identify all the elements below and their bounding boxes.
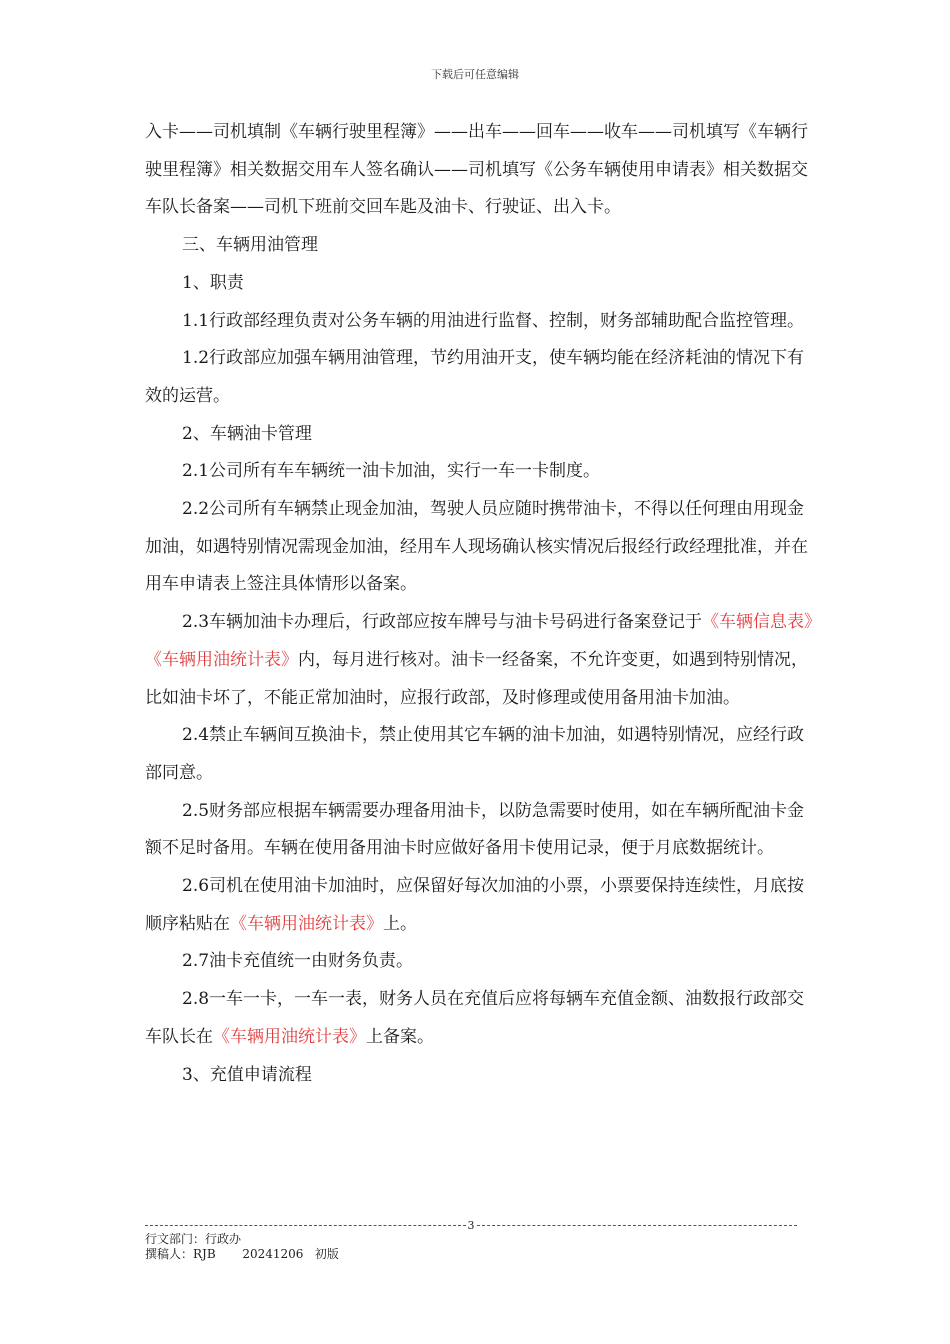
form-reference-fuel-table: 《车辆用油统计表》 — [230, 913, 383, 934]
subsection-heading-duties: 1、职责 — [182, 272, 244, 293]
paragraph-2-4: 2.4禁止车辆间互换油卡，禁止使用其它车辆的油卡加油，如遇特别情况，应经行政部同意。 — [145, 725, 805, 783]
paragraph-2-8 — [145, 981, 813, 1056]
page-number: 3 — [467, 1218, 475, 1232]
paragraph-1-1: 1.1行政部经理负责对公务车辆的用油进行监督、控制，财务部辅助配合监控管理。 — [182, 310, 805, 331]
paragraph-2-7: 2.7油卡充值统一由财务负责。 — [182, 951, 414, 972]
footer-divider — [145, 1218, 797, 1232]
form-reference-fuel-table-2: 《车辆用油统计表》 — [213, 1026, 366, 1047]
page-footer — [145, 1218, 797, 1262]
paragraph-2-3-text-a: 2.3车辆加油卡办理后，行政部应按车牌号与油卡号码进行备案登记于 — [182, 612, 703, 633]
paragraph-2-5: 2.5财务部应根据车辆需要办理备用油卡，以防急需要时使用，如在车辆所配油卡金额不足时备用。车辆在使用备用油卡时应做好备用卡使用记录，便于月底数据统计。 — [145, 800, 805, 859]
paragraph-2-6 — [145, 868, 813, 943]
page-header: 下载后可任意编辑 — [431, 68, 519, 81]
subsection-heading-recharge-process: 3、充值申请流程 — [182, 1064, 312, 1085]
paragraph-2-8-text-a: 2.8一车一卡，一车一表，财务人员在充值后应将每辆车充值金额、油数报行政部交车队长在 — [145, 989, 805, 1047]
paragraph-2-6-text-a: 2.6司机在使用油卡加油时，应保留好每次加油的小票，小票要保持连续性，月底按顺序粘贴在 — [145, 876, 805, 934]
subsection-heading-fuel-card: 2、车辆油卡管理 — [182, 423, 312, 444]
section-heading-fuel-management: 三、车辆用油管理 — [182, 235, 318, 256]
footer-department: 行文部门：行政办 — [145, 1232, 242, 1246]
paragraph-2-2: 2.2公司所有车辆禁止现金加油，驾驶人员应随时携带油卡，不得以任何理由用现金加油，如遇特别情况需现金加油，经用车人现场确认核实情况后报经行政经理批准，并在用车申请表上签注具体情形以备案。 — [145, 499, 808, 595]
paragraph-2-6-text-b: 上。 — [383, 913, 417, 934]
form-reference-vehicle-tables: 《车辆信息表》《车辆用油统计表》 — [145, 612, 813, 670]
footer-author-version: 撰稿人：RJB 20241206 初版 — [145, 1247, 339, 1261]
paragraph-process-flow: 入卡——司机填制《车辆行驶里程簿》——出车——回车——收车——司机填写《车辆行驶里程簿》相关数据交用车人签名确认——司机填写《公务车辆使用申请表》相关数据交车队长备案——司机下班前交回车匙及油卡、行驶证、出入卡。 — [145, 122, 808, 218]
paragraph-1-2: 1.2行政部应加强车辆用油管理，节约用油开支，使车辆均能在经济耗油的情况下有效的运营。 — [145, 348, 805, 406]
paragraph-2-3-text-b: 内，每月进行核对。油卡一经备案，不允许变更，如遇到特别情况，比如油卡坏了，不能正常加油时，应报行政部，及时修理或使用备用油卡加油。 — [145, 649, 808, 708]
paragraph-2-8-text-b: 上备案。 — [366, 1026, 434, 1047]
paragraph-2-1: 2.1公司所有车车辆统一油卡加油，实行一车一卡制度。 — [182, 461, 601, 482]
document-body — [145, 114, 813, 1094]
paragraph-2-3 — [145, 604, 813, 717]
